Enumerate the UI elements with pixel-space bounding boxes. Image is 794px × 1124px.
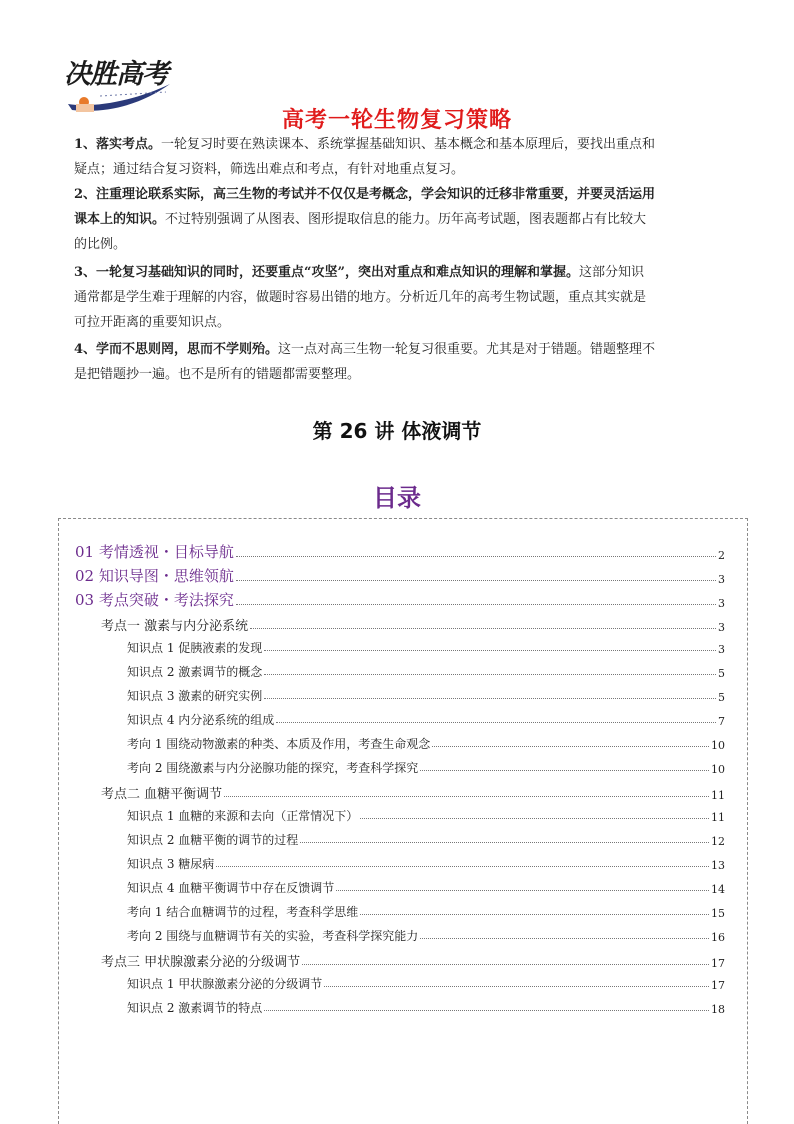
toc-entry[interactable] bbox=[127, 855, 725, 872]
toc-leader bbox=[264, 697, 716, 699]
toc-entry-label: 知识点 2 激素调节的概念 bbox=[127, 665, 263, 679]
paragraph-1-line-1: 一轮复习时要在熟读课本、系统掌握基础知识、基本概念和基本原理后，要找出重点和 bbox=[161, 137, 656, 152]
paragraph-3-extra: 这部分知识 bbox=[579, 265, 645, 280]
toc-entry-page: 11 bbox=[711, 789, 725, 802]
toc-leader bbox=[336, 889, 709, 891]
toc-entry[interactable] bbox=[127, 639, 725, 656]
toc-entry-label: 03 考点突破・考法探究 bbox=[75, 591, 234, 609]
toc-entry[interactable] bbox=[127, 687, 725, 704]
paragraph-4-heading: 4、学而不思则罔，思而不学则殆。 bbox=[74, 342, 279, 357]
toc-leader bbox=[324, 985, 709, 987]
toc-entry[interactable] bbox=[127, 807, 725, 824]
toc-entry-page: 13 bbox=[711, 859, 725, 872]
toc-entry-page: 5 bbox=[718, 691, 725, 704]
strategy-paragraph-3 bbox=[74, 260, 724, 335]
toc-leader bbox=[420, 769, 709, 771]
toc-entry-label: 02 知识导图・思维领航 bbox=[75, 567, 234, 585]
lecture-title: 第 26 讲 体液调节 bbox=[312, 419, 482, 443]
toc-entry-label: 考向 2 围绕激素与内分泌腺功能的探究，考查科学探究 bbox=[127, 761, 419, 775]
toc-entry[interactable] bbox=[127, 663, 725, 680]
toc-entry-label: 知识点 1 促胰液素的发现 bbox=[127, 641, 263, 655]
toc-entry-page: 17 bbox=[711, 979, 725, 992]
toc-entry-page: 10 bbox=[711, 739, 725, 752]
paragraph-2-heading-line-1: 2、注重理论联系实际，高三生物的考试并不仅仅是考概念，学会知识的迁移非常重要，并要灵活运用 bbox=[74, 187, 656, 202]
logo-text: 决胜高考 bbox=[64, 59, 168, 90]
toc-entry-label: 01 考情透视・目标导航 bbox=[75, 543, 234, 561]
toc-entry[interactable] bbox=[101, 951, 725, 970]
paragraph-4-line-1: 这一点对高三生物一轮复习很重要。尤其是对于错题。错题整理不 bbox=[278, 342, 656, 357]
toc-entry-page: 3 bbox=[718, 643, 725, 656]
toc-entry-page: 7 bbox=[718, 715, 725, 728]
toc-leader bbox=[360, 817, 709, 819]
toc-entry[interactable] bbox=[127, 831, 725, 848]
toc-entry-label: 考向 1 结合血糖调节的过程，考查科学思维 bbox=[127, 905, 359, 919]
toc-box bbox=[58, 518, 748, 1124]
toc-entry-label: 知识点 2 激素调节的特点 bbox=[127, 1001, 263, 1015]
paragraph-2-heading-line-2: 课本上的知识。 bbox=[74, 212, 166, 227]
paragraph-3-line-1: 通常都是学生难于理解的内容，做题时容易出错的地方。分析近几年的高考生物试题，重点其实就是 bbox=[74, 290, 647, 305]
toc-leader bbox=[276, 721, 716, 723]
toc-entry-page: 3 bbox=[718, 597, 725, 610]
toc-entry[interactable] bbox=[127, 879, 725, 896]
toc-entry-page: 3 bbox=[718, 573, 725, 586]
paragraph-3-heading: 3、一轮复习基础知识的同时，还要重点“攻坚”，突出对重点和难点知识的理解和掌握。 bbox=[74, 265, 580, 280]
paragraph-4-line-2: 是把错题抄一遍。也不是所有的错题都需要整理。 bbox=[74, 367, 361, 382]
toc-entry-label: 知识点 3 激素的研究实例 bbox=[127, 689, 263, 703]
paragraph-2-rest: 不过特别强调了从图表、图形提取信息的能力。历年高考试题，图表题都占有比较大 bbox=[165, 212, 647, 227]
toc-entry-label: 考向 1 围绕动物激素的种类、本质及作用，考查生命观念 bbox=[127, 737, 431, 751]
toc-leader bbox=[236, 579, 716, 581]
toc-entry-page: 2 bbox=[718, 549, 725, 562]
toc-entry-page: 17 bbox=[711, 957, 725, 970]
toc-leader bbox=[236, 603, 716, 605]
toc-entry-page: 15 bbox=[711, 907, 725, 920]
toc-entry-page: 3 bbox=[718, 621, 725, 634]
toc-entry-label: 知识点 1 血糖的来源和去向（正常情况下） bbox=[127, 809, 359, 823]
paragraph-3-line-2: 可拉开距离的重要知识点。 bbox=[74, 315, 231, 330]
toc-entry-page: 16 bbox=[711, 931, 725, 944]
toc-leader bbox=[264, 1009, 709, 1011]
toc-entry[interactable] bbox=[101, 783, 725, 802]
toc-entry[interactable] bbox=[127, 927, 725, 944]
toc-entry[interactable] bbox=[127, 735, 725, 752]
toc-entry[interactable] bbox=[75, 565, 725, 586]
strategy-paragraph-2 bbox=[74, 182, 724, 257]
toc-entry-label: 考点三 甲状腺激素分泌的分级调节 bbox=[101, 955, 301, 970]
toc-entry[interactable] bbox=[127, 759, 725, 776]
toc-entry[interactable] bbox=[127, 711, 725, 728]
toc-entry[interactable] bbox=[75, 541, 725, 562]
toc-entry[interactable] bbox=[101, 615, 725, 634]
toc-entry-label: 知识点 4 内分泌系统的组成 bbox=[127, 713, 275, 727]
toc-leader bbox=[264, 649, 716, 651]
toc-entry-label: 知识点 1 甲状腺激素分泌的分级调节 bbox=[127, 977, 323, 991]
toc-leader bbox=[216, 865, 709, 867]
toc-entry-label: 考点二 血糖平衡调节 bbox=[101, 787, 223, 802]
toc-entry-label: 知识点 3 糖尿病 bbox=[127, 857, 215, 871]
strategy-paragraph-1 bbox=[74, 132, 724, 182]
toc-leader bbox=[432, 745, 709, 747]
paragraph-1-line-2: 疑点；通过结合复习资料，筛选出难点和考点，有针对地重点复习。 bbox=[74, 162, 465, 177]
toc-leader bbox=[236, 555, 716, 557]
strategy-paragraph-4 bbox=[74, 337, 724, 387]
toc-entry-page: 14 bbox=[711, 883, 725, 896]
toc-entry[interactable] bbox=[127, 999, 725, 1016]
paragraph-1-heading: 1、落实考点。 bbox=[74, 137, 162, 152]
toc-entry-label: 知识点 4 血糖平衡调节中存在反馈调节 bbox=[127, 881, 335, 895]
toc-entry-label: 考点一 激素与内分泌系统 bbox=[101, 619, 249, 634]
toc-leader bbox=[302, 963, 709, 965]
toc-leader bbox=[360, 913, 709, 915]
toc-entry[interactable] bbox=[127, 975, 725, 992]
toc-leader bbox=[300, 841, 709, 843]
toc-entry-page: 12 bbox=[711, 835, 725, 848]
toc-entry-page: 10 bbox=[711, 763, 725, 776]
strategy-title: 高考一轮生物复习策略 bbox=[281, 108, 512, 133]
toc-entry-page: 5 bbox=[718, 667, 725, 680]
toc-entry-label: 知识点 2 血糖平衡的调节的过程 bbox=[127, 833, 299, 847]
toc-leader bbox=[420, 937, 709, 939]
toc-entry-page: 18 bbox=[711, 1003, 725, 1016]
paragraph-2-last: 的比例。 bbox=[74, 237, 127, 252]
toc-leader bbox=[224, 795, 709, 797]
toc-leader bbox=[250, 627, 716, 629]
toc-entry-page: 11 bbox=[711, 811, 725, 824]
toc-entry[interactable] bbox=[127, 903, 725, 920]
toc-title: 目录 bbox=[373, 484, 421, 512]
toc-entry[interactable] bbox=[75, 589, 725, 610]
toc-entry-label: 考向 2 围绕与血糖调节有关的实验，考查科学探究能力 bbox=[127, 929, 419, 943]
toc-leader bbox=[264, 673, 716, 675]
